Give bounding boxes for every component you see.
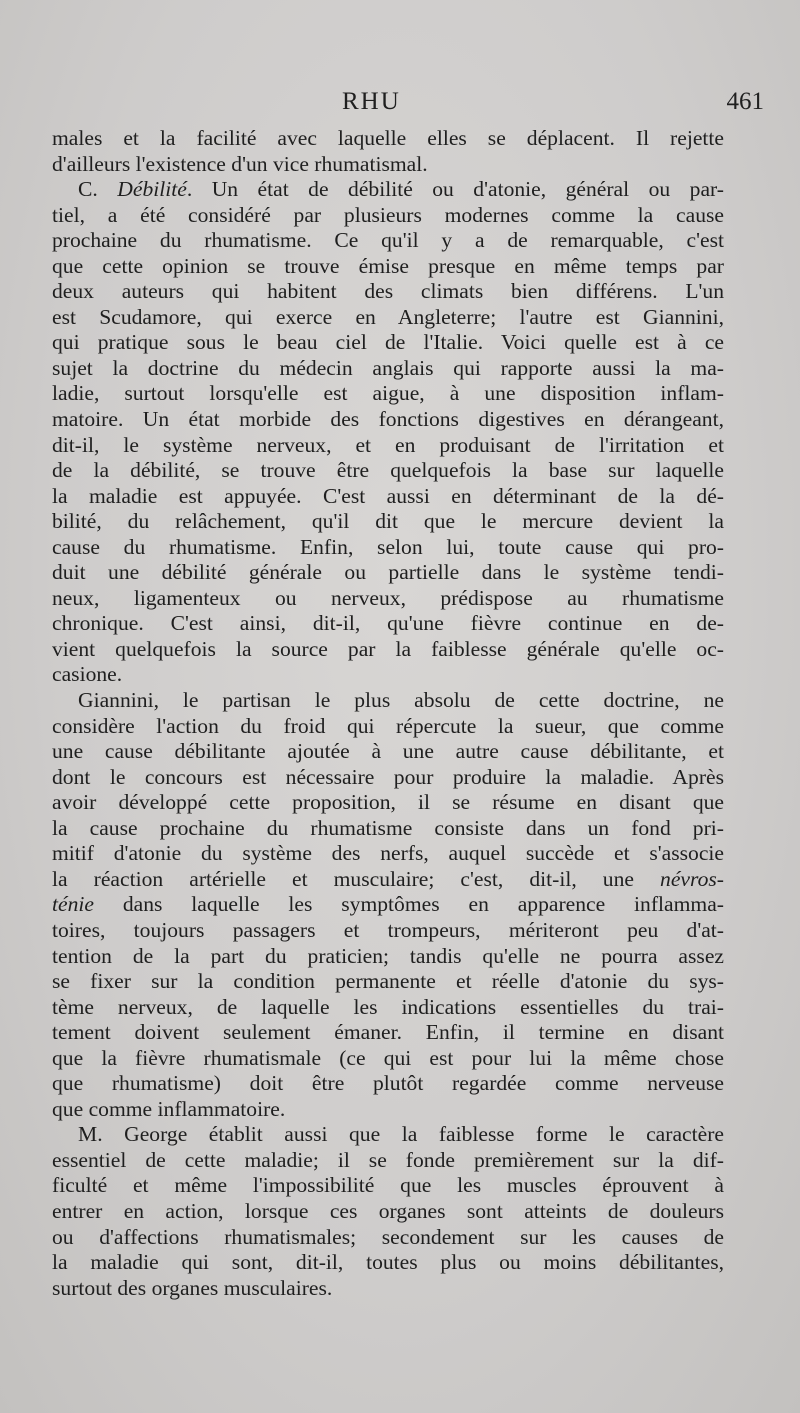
text-line: que comme inflammatoire.: [52, 1096, 286, 1121]
text-line: casione.: [52, 662, 123, 687]
page-number: 461: [726, 88, 764, 115]
text-line: tement doivent seulement émaner. Enfin, il termine en disant: [52, 1020, 724, 1045]
page-header: [52, 88, 764, 122]
text-line: considère l'action du froid qui répercute la sueur, que comme: [52, 713, 724, 738]
text-line: tention de la part du praticien; tandis qu'elle ne pourra assez: [52, 943, 724, 968]
text-line: dont le concours est nécessaire pour produire la maladie. Après: [52, 764, 724, 789]
text-line: d'ailleurs l'existence d'un vice rhumatismal.: [52, 151, 428, 176]
text-line: deux auteurs qui habitent des climats bien différens. L'un: [52, 279, 724, 304]
text-line: vient quelquefois la source par la faiblesse générale qu'elle oc-: [52, 636, 724, 661]
text-line: mitif d'atonie du système des nerfs, auquel succède et s'associe: [52, 841, 724, 866]
text-line: dit-il, le système nerveux, et en produisant de l'irritation et: [52, 432, 724, 457]
text-line: avoir développé cette proposition, il se résume en disant que: [52, 790, 724, 815]
text-line: prochaine du rhumatisme. Ce qu'il y a de remarquable, c'est: [52, 228, 724, 253]
text-line: chronique. C'est ainsi, dit-il, qu'une fièvre continue en de-: [52, 611, 724, 636]
text-line: que rhumatisme) doit être plutôt regardée comme nerveuse: [52, 1071, 724, 1096]
text-line: la maladie qui sont, dit-il, toutes plus ou moins débilitantes,: [52, 1250, 724, 1275]
text-line: surtout des organes musculaires.: [52, 1275, 333, 1300]
text-line: cause du rhumatisme. Enfin, selon lui, toute cause qui pro-: [52, 534, 724, 559]
text-line: bilité, du relâchement, qu'il dit que le mercure devient la: [52, 509, 724, 534]
body-text: [52, 126, 724, 1301]
text-line: entrer en action, lorsque ces organes sont atteints de douleurs: [52, 1198, 724, 1223]
text-line: que la fièvre rhumatismale (ce qui est pour lui la même chose: [52, 1045, 724, 1070]
text-line: neux, ligamenteux ou nerveux, prédispose au rhumatisme: [52, 585, 724, 610]
text-line: qui pratique sous le beau ciel de l'Italie. Voici quelle est à ce: [52, 330, 724, 355]
text-line: sujet la doctrine du médecin anglais qui rapporte aussi la ma-: [52, 355, 724, 380]
text-line: ladie, surtout lorsqu'elle est aigue, à une disposition inflam-: [52, 381, 724, 406]
text-line: toires, toujours passagers et trompeurs, mériteront peu d'at-: [52, 917, 724, 942]
text-line: la réaction artérielle et musculaire; c'est, dit-il, une névros-: [52, 866, 724, 891]
text-line: ou d'affections rhumatismales; secondement sur les causes de: [52, 1224, 724, 1249]
text-line: Giannini, le partisan le plus absolu de cette doctrine, ne: [78, 688, 724, 713]
text-line: essentiel de cette maladie; il se fonde premièrement sur la dif-: [52, 1147, 724, 1172]
text-line: tème nerveux, de laquelle les indications essentielles du trai-: [52, 994, 724, 1019]
text-line: matoire. Un état morbide des fonctions digestives en dérangeant,: [52, 407, 724, 432]
text-line: une cause débilitante ajoutée à une autre cause débilitante, et: [52, 739, 724, 764]
text-line: ficulté et même l'impossibilité que les muscles éprouvent à: [52, 1173, 724, 1198]
text-line: la maladie est appuyée. C'est aussi en déterminant de la dé-: [52, 483, 724, 508]
text-line: ténie dans laquelle les symptômes en apparence inflamma-: [52, 892, 724, 917]
text-line: duit une débilité générale ou partielle dans le système tendi-: [52, 560, 724, 585]
text-line: de la débilité, se trouve être quelquefois la base sur laquelle: [52, 458, 724, 483]
text-line: est Scudamore, qui exerce en Angleterre; l'autre est Giannini,: [52, 304, 724, 329]
text-line: males et la facilité avec laquelle elles se déplacent. Il rejette: [52, 126, 724, 150]
text-line: M. George établit aussi que la faiblesse forme le caractère: [78, 1122, 724, 1147]
text-line: tiel, a été considéré par plusieurs modernes comme la cause: [52, 202, 724, 227]
text-line: se fixer sur la condition permanente et réelle d'atonie du sys-: [52, 969, 724, 994]
text-line: que cette opinion se trouve émise presque en même temps par: [52, 253, 724, 278]
text-line: C. Débilité. Un état de débilité ou d'atonie, général ou par-: [78, 177, 724, 202]
text-line: la cause prochaine du rhumatisme consiste dans un fond pri-: [52, 815, 724, 840]
running-head: RHU: [342, 88, 401, 115]
